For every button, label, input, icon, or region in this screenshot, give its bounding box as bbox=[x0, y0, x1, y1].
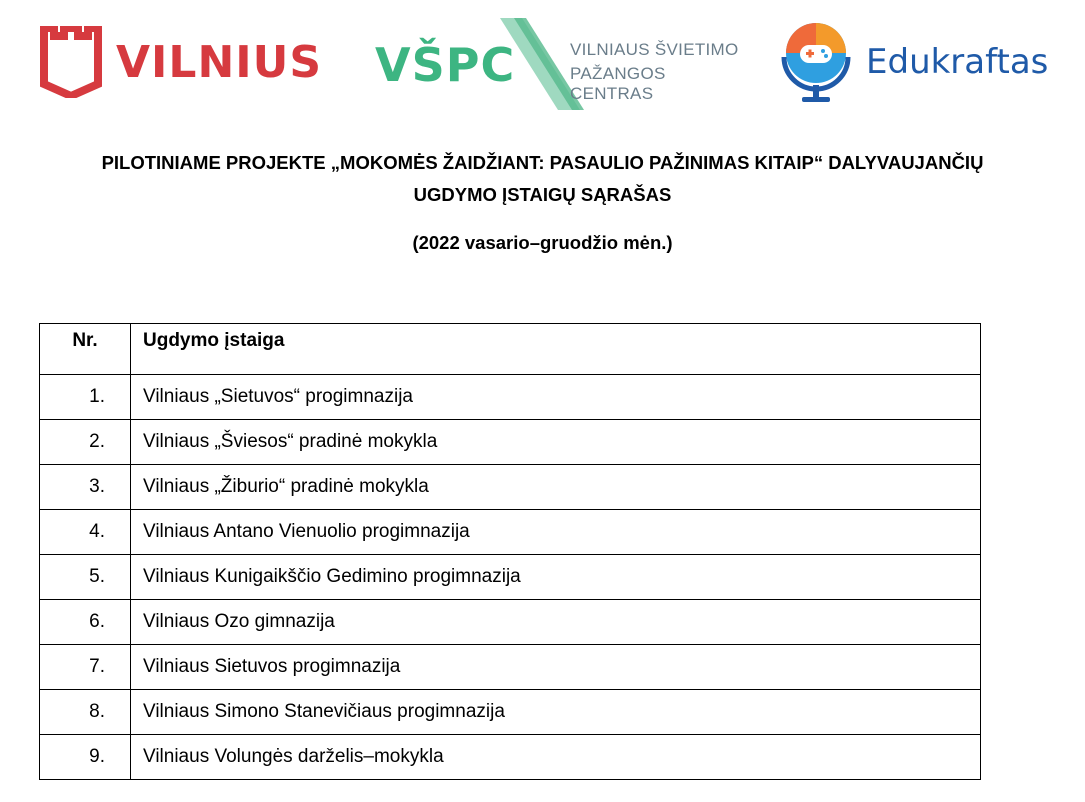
table-row bbox=[40, 510, 981, 555]
table-row bbox=[40, 690, 981, 735]
row-number: 9. bbox=[40, 735, 131, 780]
vspc-logo bbox=[375, 18, 745, 110]
institution-name: Vilniaus „Šviesos“ pradinė mokykla bbox=[131, 420, 981, 465]
vspc-subtitle-line1: VILNIAUS ŠVIETIMO bbox=[570, 40, 739, 59]
table-row bbox=[40, 555, 981, 600]
institution-name: Vilniaus Ozo gimnazija bbox=[131, 600, 981, 645]
table-row bbox=[40, 375, 981, 420]
row-number: 8. bbox=[40, 690, 131, 735]
table-row bbox=[40, 645, 981, 690]
table-row bbox=[40, 735, 981, 780]
institution-name: Vilniaus Volungės darželis–mokykla bbox=[131, 735, 981, 780]
row-number: 7. bbox=[40, 645, 131, 690]
vilnius-wordmark: VILNIUS bbox=[116, 36, 323, 88]
document-title-line1: PILOTINIAME PROJEKTE „MOKOMĖS ŽAIDŽIANT: PASAULIO PAŽINIMAS KITAIP“ DALYVAUJANČIŲ bbox=[101, 152, 984, 173]
document-period: (2022 vasario–gruodžio mėn.) bbox=[412, 232, 673, 253]
table-header-row bbox=[40, 324, 981, 375]
vspc-wordmark: VŠPC bbox=[375, 38, 516, 92]
table-row bbox=[40, 465, 981, 510]
row-number: 6. bbox=[40, 600, 131, 645]
row-number: 1. bbox=[40, 375, 131, 420]
globe-gamepad-icon bbox=[778, 17, 854, 107]
institution-name: Vilniaus „Žiburio“ pradinė mokykla bbox=[131, 465, 981, 510]
institution-name: Vilniaus Kunigaikščio Gedimino progimnazija bbox=[131, 555, 981, 600]
document-title-line2: UGDYMO ĮSTAIGŲ SĄRAŠAS bbox=[413, 184, 672, 205]
table-row bbox=[40, 420, 981, 465]
row-number: 4. bbox=[40, 510, 131, 555]
row-number: 2. bbox=[40, 420, 131, 465]
column-header-institution: Ugdymo įstaiga bbox=[131, 324, 981, 375]
institution-name: Vilniaus Simono Stanevičiaus progimnazija bbox=[131, 690, 981, 735]
institution-name: Vilniaus Sietuvos progimnazija bbox=[131, 645, 981, 690]
institution-name: Vilniaus „Sietuvos“ progimnazija bbox=[131, 375, 981, 420]
row-number: 3. bbox=[40, 465, 131, 510]
row-number: 5. bbox=[40, 555, 131, 600]
column-header-nr: Nr. bbox=[40, 324, 131, 375]
logo-bar bbox=[0, 0, 1085, 110]
vilnius-logo bbox=[38, 24, 322, 100]
edukraftas-wordmark: Edukraftas bbox=[866, 42, 1049, 82]
institution-name: Vilniaus Antano Vienuolio progimnazija bbox=[131, 510, 981, 555]
vspc-subtitle-line2: PAŽANGOS CENTRAS bbox=[570, 64, 666, 103]
table-row bbox=[40, 600, 981, 645]
castle-tower-icon bbox=[38, 26, 104, 98]
edukraftas-logo bbox=[778, 16, 1048, 108]
institutions-table bbox=[39, 323, 981, 780]
